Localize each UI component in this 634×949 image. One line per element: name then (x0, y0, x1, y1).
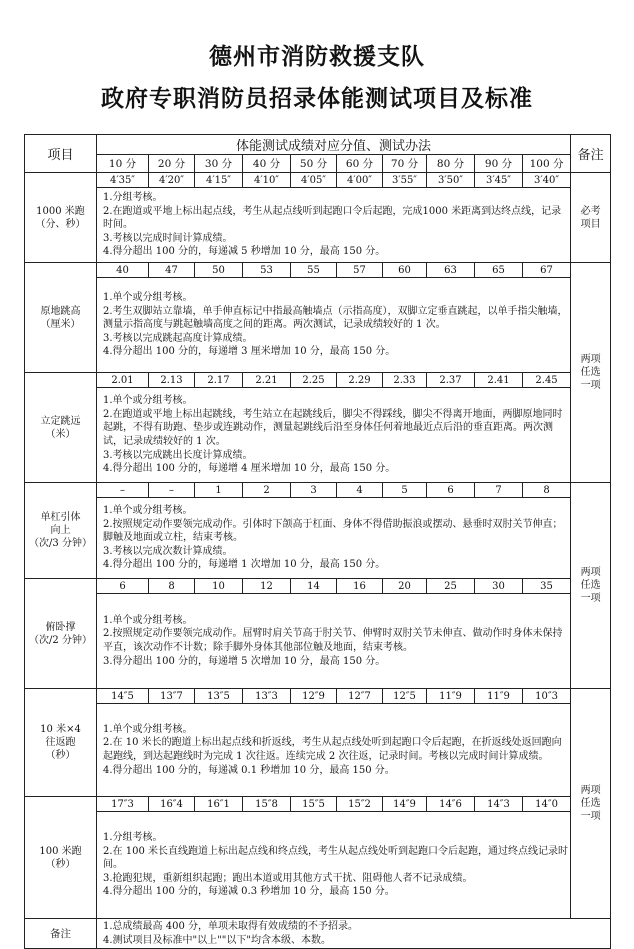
value-cell: 55 (291, 263, 337, 278)
value-cell: 15″8 (243, 797, 291, 812)
value-cell: 47 (149, 263, 195, 278)
remark-line: 一项 (580, 593, 601, 604)
value-cell: 15″5 (291, 797, 337, 812)
project-name-line: （米） (45, 428, 76, 440)
remark-cell (571, 173, 611, 263)
value-cell: 3′50″ (427, 173, 475, 188)
description-line: 2.在 10 米长的跑道上标出起点线和折返线，考生从起点线处听到起跑口令后起跑，在折返线处返回跑向起跑线，到达起跑线时为完成 1 次往返。连续完成 2 次往返，记录时间。考核以完成时间计算成绩。 (103, 737, 562, 762)
project-name-line: （次/2 分钟） (29, 634, 92, 646)
value-cell: – (97, 483, 149, 498)
description-line: 4.得分超出 100 分的，每递增 4 厘米增加 10 分，最高 150 分。 (103, 463, 396, 475)
description-line: 4.得分超出 100 分的，每递减 0.1 秒增加 10 分，最高 150 分。 (103, 764, 395, 776)
project-name-line: 往返跑 (45, 737, 76, 748)
header-main: 体能测试成绩对应分值、测试办法 (97, 135, 571, 155)
test-method-description (97, 278, 571, 373)
remark-line: 任选 (580, 580, 601, 591)
test-method-description (97, 388, 571, 483)
score-header-cell: 60 分 (337, 155, 383, 173)
value-cell: 3 (291, 483, 337, 498)
value-cell: 2.33 (383, 373, 427, 388)
description-line: 2.按照规定动作要领完成动作。屈臂时肩关节高于肘关节、伸臂时双肘关节未伸直、做动作时身体未保持平直，该次动作不计数；除手脚外身体其他部位触及地面，结束考核。 (103, 628, 563, 653)
value-cell: 1 (195, 483, 243, 498)
remark-line: 两项 (580, 785, 601, 796)
description-line: 3.考核以完成跳起高度计算成绩。 (103, 332, 253, 344)
remark-line: 一项 (580, 380, 601, 391)
value-cell: 67 (523, 263, 571, 278)
footer-label: 备注 (25, 919, 97, 949)
remark-line: 两项 (580, 354, 601, 365)
value-cell: 2 (243, 483, 291, 498)
description-line: 4.得分超出 100 分的，每递减 0.3 秒增加 10 分，最高 150 分。 (103, 886, 395, 898)
project-name (25, 797, 97, 919)
standards-table (24, 134, 611, 949)
description-row (25, 812, 611, 919)
description-line: 2.在跑道或平地上标出起点线，考生从起点线听到起跑口令后起跑，完成1000 米距离到达终点线，记录时间。 (103, 205, 562, 231)
value-cell: – (149, 483, 195, 498)
project-name-line: 100 米跑 (39, 845, 82, 857)
value-cell: 2.37 (427, 373, 475, 388)
value-cell: 17″3 (97, 797, 149, 812)
project-name-line: 向上 (50, 525, 71, 536)
value-row (25, 263, 611, 278)
value-cell: 14 (291, 579, 337, 594)
description-line: 1.单个或分组考核。 (103, 614, 193, 626)
value-cell: 57 (337, 263, 383, 278)
value-cell: 12″9 (291, 689, 337, 704)
project-name-line: 10 米×4 (40, 724, 81, 735)
score-header-cell: 40 分 (243, 155, 291, 173)
value-cell: 14″6 (427, 797, 475, 812)
description-line: 2.在跑道或平地上标出起跳线，考生站立在起跳线后，脚尖不得踩线，脚尖不得离开地面，两脚原地同时起跳，不得有助跑、垫步或连跳动作，测量起跳线后沿至身体任何着地最近点后沿的垂直距离。两次测试，记录成绩较好的 1 次。 (103, 408, 563, 447)
value-cell: 14″0 (523, 797, 571, 812)
value-cell: 13″3 (243, 689, 291, 704)
value-cell: 2.13 (149, 373, 195, 388)
value-cell: 3′40″ (523, 173, 571, 188)
footer-note-line: 1.总成绩最高 400 分，单项未取得有效成绩的不予招录。 (103, 921, 358, 932)
header-remark: 备注 (571, 135, 611, 173)
value-cell: 11″9 (475, 689, 523, 704)
value-cell: 13″7 (149, 689, 195, 704)
remark-cell (571, 263, 611, 483)
test-method-description (97, 498, 571, 579)
value-cell: 65 (475, 263, 523, 278)
value-cell: 16 (337, 579, 383, 594)
value-cell: 12″5 (383, 689, 427, 704)
description-line: 4.得分超出 100 分的，每递增 3 厘米增加 10 分，最高 150 分。 (103, 346, 396, 358)
score-header-cell: 80 分 (427, 155, 475, 173)
value-cell: 8 (149, 579, 195, 594)
value-cell: 14″3 (475, 797, 523, 812)
description-row (25, 594, 611, 689)
header-project: 项目 (25, 135, 97, 173)
project-name-line: 1000 米跑 (36, 205, 85, 217)
project-name (25, 263, 97, 373)
remark-line: 一项 (580, 811, 601, 822)
value-cell: 6 (97, 579, 149, 594)
project-name-line: 原地跳高 (40, 305, 81, 317)
value-cell: 2.01 (97, 373, 149, 388)
value-cell: 2.29 (337, 373, 383, 388)
footer-note-line: 4.测试项目及标准中"以上""以下"均含本级、本数。 (103, 934, 331, 946)
description-line: 3.得分超出 100 分的，每递增 5 次增加 10 分，最高 150 分。 (103, 655, 386, 667)
description-row (25, 188, 611, 263)
remark-line: 任选 (580, 798, 601, 809)
test-method-description (97, 594, 571, 689)
value-cell: 14″9 (383, 797, 427, 812)
score-header-cell: 70 分 (383, 155, 427, 173)
project-name (25, 483, 97, 579)
value-cell: 2.41 (475, 373, 523, 388)
project-name (25, 373, 97, 483)
value-cell: 3′55″ (383, 173, 427, 188)
value-cell: 4′05″ (291, 173, 337, 188)
score-header-cell: 20 分 (149, 155, 195, 173)
project-name (25, 579, 97, 689)
value-cell: 4 (337, 483, 383, 498)
project-name-line: （厘米） (40, 318, 81, 330)
score-header-cell: 90 分 (475, 155, 523, 173)
value-cell: 2.25 (291, 373, 337, 388)
value-cell: 5 (383, 483, 427, 498)
value-row (25, 173, 611, 188)
value-cell: 25 (427, 579, 475, 594)
value-cell: 4′20″ (149, 173, 195, 188)
value-cell: 4′10″ (243, 173, 291, 188)
value-cell: 7 (475, 483, 523, 498)
description-line: 2.按照规定动作要领完成动作。引体时下颌高于杠面、身体不得借助振浪或摆动、悬垂时双肘关节伸直；脚触及地面或立柱，结束考核。 (103, 518, 563, 544)
value-cell: 2.21 (243, 373, 291, 388)
remark-line: 必考 (580, 205, 601, 217)
value-cell: 35 (523, 579, 571, 594)
description-line: 3.考核以完成时间计算成绩。 (103, 232, 233, 244)
remark-cell (571, 689, 611, 919)
project-name-line: （秒） (45, 750, 76, 761)
document-title-line1: 德州市消防救援支队 (209, 43, 425, 70)
remark-line: 任选 (580, 367, 601, 378)
value-cell: 20 (383, 579, 427, 594)
value-cell: 10 (195, 579, 243, 594)
value-cell: 50 (195, 263, 243, 278)
description-row (25, 704, 611, 797)
description-line: 1.分组考核。 (103, 832, 163, 844)
value-cell: 63 (427, 263, 475, 278)
project-name (25, 689, 97, 797)
value-cell: 40 (97, 263, 149, 278)
value-cell: 30 (475, 579, 523, 594)
project-name-line: 立定跳远 (40, 415, 81, 427)
score-header-row (25, 155, 611, 173)
value-cell: 14″5 (97, 689, 149, 704)
project-name-line: （次/3 分钟） (29, 538, 92, 549)
footer-row (25, 919, 611, 949)
score-header-cell: 50 分 (291, 155, 337, 173)
score-header-cell: 100 分 (523, 155, 571, 173)
value-cell: 13″5 (195, 689, 243, 704)
footer-notes (97, 919, 611, 949)
value-cell: 53 (243, 263, 291, 278)
value-cell: 16″4 (149, 797, 195, 812)
value-cell: 2.17 (195, 373, 243, 388)
description-line: 3.抢跑犯规，重新组织起跑；跑出本道或用其他方式干扰、阻碍他人者不记录成绩。 (103, 872, 473, 884)
test-method-description (97, 812, 571, 919)
value-cell: 11″9 (427, 689, 475, 704)
value-cell: 8 (523, 483, 571, 498)
value-cell: 12″7 (337, 689, 383, 704)
remark-cell (571, 483, 611, 689)
description-row (25, 388, 611, 483)
value-row (25, 797, 611, 812)
test-method-description (97, 188, 571, 263)
description-line: 1.单个或分组考核。 (103, 723, 193, 735)
project-name-line: 俯卧撑 (45, 621, 76, 633)
description-line: 2.考生双脚站立靠墙，单手伸直标记中指最高触墙点（示指高度），双脚立定垂直跳起，以单手指尖触墙，测量示指高度与跳起触墙高度之间的距离。两次测试，记录成绩较好的 1 次。 (103, 305, 568, 331)
description-line: 3.考核以完成次数计算成绩。 (103, 545, 233, 557)
description-line: 4.得分超出 100 分的，每递增 1 次增加 10 分，最高 150 分。 (103, 559, 386, 571)
project-name-line: （秒） (45, 858, 76, 870)
document-title-line2: 政府专职消防员招录体能测试项目及标准 (101, 85, 533, 112)
value-cell: 2.45 (523, 373, 571, 388)
value-cell: 6 (427, 483, 475, 498)
value-cell: 15″2 (337, 797, 383, 812)
test-method-description (97, 704, 571, 797)
description-line: 2.在 100 米长直线跑道上标出起点线和终点线，考生从起点线处听到起跑口令后起跑，通过终点线记录时间。 (103, 845, 568, 871)
description-row (25, 498, 611, 579)
value-row (25, 579, 611, 594)
value-cell: 12 (243, 579, 291, 594)
value-cell: 10″3 (523, 689, 571, 704)
remark-line: 两项 (580, 567, 601, 578)
description-line: 1.单个或分组考核。 (103, 505, 193, 517)
value-cell: 3′45″ (475, 173, 523, 188)
description-line: 1.分组考核。 (103, 192, 163, 204)
value-cell: 4′00″ (337, 173, 383, 188)
description-line: 1.单个或分组考核。 (103, 395, 193, 407)
description-row (25, 278, 611, 373)
project-name-line: （分、秒） (35, 218, 86, 230)
value-row (25, 689, 611, 704)
project-name (25, 173, 97, 263)
description-line: 4.得分超出 100 分的，每递减 5 秒增加 10 分，最高 150 分。 (103, 246, 386, 258)
value-row (25, 373, 611, 388)
value-cell: 60 (383, 263, 427, 278)
project-name-line: 单杠引体 (40, 512, 81, 523)
description-line: 3.考核以完成跳出长度计算成绩。 (103, 449, 253, 461)
score-header-cell: 30 分 (195, 155, 243, 173)
value-cell: 4′35″ (97, 173, 149, 188)
value-row (25, 483, 611, 498)
description-line: 1.单个或分组考核。 (103, 292, 193, 304)
remark-line: 项目 (580, 218, 601, 230)
value-cell: 16″1 (195, 797, 243, 812)
value-cell: 4′15″ (195, 173, 243, 188)
score-header-cell: 10 分 (97, 155, 149, 173)
